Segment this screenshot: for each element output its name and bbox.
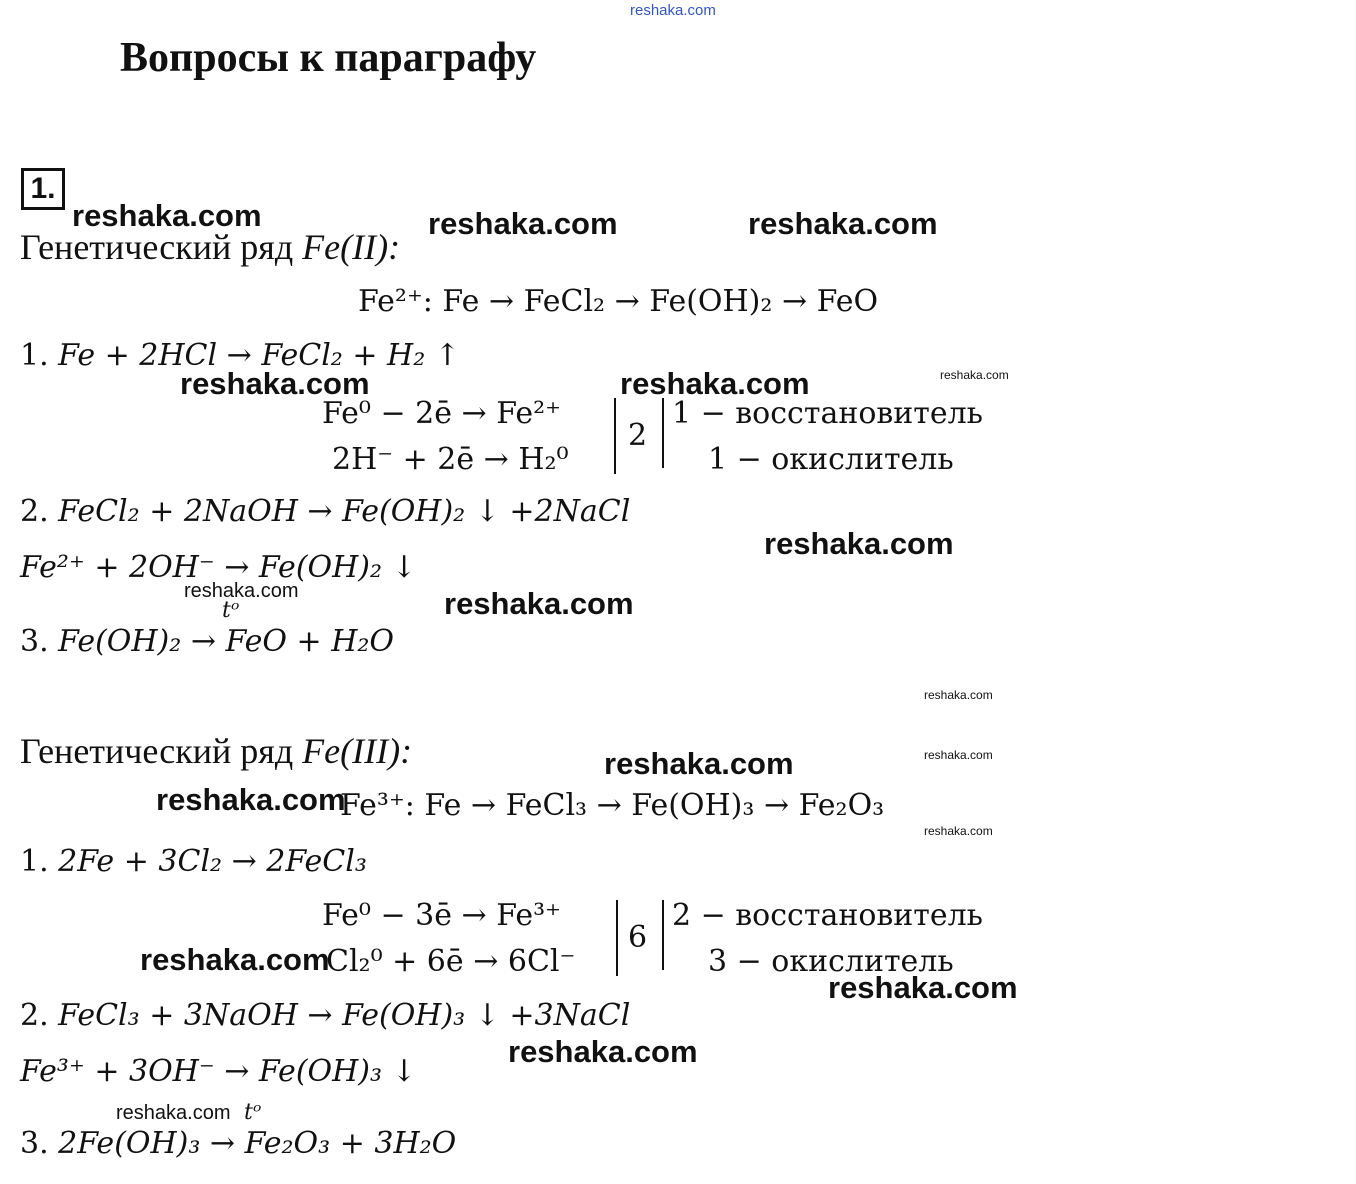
fe3-electron-count: 6	[628, 920, 648, 955]
watermark: reshaka.com	[180, 366, 370, 401]
fe2-temp-text: tᵒ	[222, 598, 240, 623]
fe3-eq3	[20, 1126, 456, 1161]
fe2-electron-count: 2	[628, 418, 648, 453]
fe2-eq1-formula: Fe + 2HCl → FeCl₂ + H₂ ↑	[58, 338, 460, 373]
fe3-heading-text: Генетический ряд	[20, 731, 303, 771]
fe2-eq2-number: 2.	[20, 494, 59, 529]
fe3-oxidizer-role: 3 − окислитель	[708, 944, 954, 979]
fe2-ionic-formula: Fe²⁺ + 2OH⁻ → Fe(OH)₂ ↓	[20, 550, 417, 585]
fe2-half-reaction-2: 2H⁻ + 2ē → H₂⁰	[332, 442, 569, 477]
fe2-eq3-number: 3.	[20, 624, 59, 659]
task-number: 1.	[21, 168, 65, 210]
fe2-chain: Fe²⁺: Fe → FeCl₂ → Fe(OH)₂ → FeO	[358, 284, 879, 319]
watermark: reshaka.com	[604, 746, 794, 781]
watermark: reshaka.com	[940, 368, 1009, 382]
fe3-eq2-number: 2.	[20, 998, 59, 1033]
fe3-heading	[20, 730, 412, 772]
fe2-eq2	[20, 494, 630, 529]
watermark: reshaka.com	[428, 206, 618, 241]
fe2-half-reaction-1: Fe⁰ − 2ē → Fe²⁺	[322, 396, 562, 431]
fe2-eq2-formula: FeCl₂ + 2NaOH → Fe(OH)₂ ↓ +2NaCl	[58, 494, 631, 529]
fe3-eq3-number: 3.	[20, 1126, 59, 1161]
fe2-heading-formula: Fe(II):	[302, 227, 401, 267]
watermark: reshaka.com	[764, 526, 954, 561]
fe3-balance-bar-left	[616, 900, 618, 976]
page-title: Вопросы к параграфу	[120, 35, 537, 81]
fe3-eq1-number: 1.	[20, 844, 59, 879]
fe3-ionic-eq	[20, 1054, 417, 1089]
fe3-eq2	[20, 998, 630, 1033]
watermark: reshaka.com	[924, 688, 993, 702]
fe2-heading-text: Генетический ряд	[20, 227, 303, 267]
fe3-balance-bar-right	[662, 900, 664, 970]
watermark: reshaka.com	[444, 586, 634, 621]
watermark: reshaka.com	[184, 580, 299, 602]
fe3-half-reaction-2: Cl₂⁰ + 6ē → 6Cl⁻	[326, 944, 576, 979]
fe3-eq2-formula: FeCl₃ + 3NaOH → Fe(OH)₃ ↓ +3NaCl	[58, 998, 631, 1033]
watermark: reshaka.com	[748, 206, 938, 241]
fe2-reducer-role: 1 − восстановитель	[672, 396, 984, 431]
watermark: reshaka.com	[620, 366, 810, 401]
fe3-eq1	[20, 844, 367, 879]
watermark: reshaka.com	[116, 1102, 231, 1124]
watermark: reshaka.com	[828, 970, 1018, 1005]
watermark: reshaka.com	[924, 824, 993, 838]
fe2-oxidizer-role: 1 − окислитель	[708, 442, 954, 477]
fe2-eq1-number: 1.	[20, 338, 59, 373]
fe2-eq3-formula: Fe(OH)₂ → FeO + H₂O	[58, 624, 395, 659]
fe3-reducer-role: 2 − восстановитель	[672, 898, 984, 933]
fe3-half-reaction-1: Fe⁰ − 3ē → Fe³⁺	[322, 898, 562, 933]
fe3-ionic-formula: Fe³⁺ + 3OH⁻ → Fe(OH)₃ ↓	[20, 1054, 417, 1089]
fe3-temperature-label	[244, 1100, 261, 1125]
watermark: reshaka.com	[924, 748, 993, 762]
fe3-eq3-formula: 2Fe(OH)₃ → Fe₂O₃ + 3H₂O	[58, 1126, 457, 1161]
fe2-balance-bar-left	[614, 398, 616, 474]
fe2-balance-bar-right	[662, 398, 664, 468]
fe3-heading-formula: Fe(III):	[302, 731, 413, 771]
fe3-temp-text: tᵒ	[244, 1100, 262, 1125]
watermark: reshaka.com	[140, 942, 330, 977]
fe3-chain: Fe³⁺: Fe → FeCl₃ → Fe(OH)₃ → Fe₂O₃	[340, 788, 885, 823]
watermark-top: reshaka.com	[630, 2, 716, 19]
watermark: reshaka.com	[72, 198, 262, 233]
fe3-eq1-formula: 2Fe + 3Cl₂ → 2FeCl₃	[58, 844, 367, 879]
fe2-eq3	[20, 624, 394, 659]
watermark: reshaka.com	[508, 1034, 698, 1069]
watermark: reshaka.com	[156, 782, 346, 817]
